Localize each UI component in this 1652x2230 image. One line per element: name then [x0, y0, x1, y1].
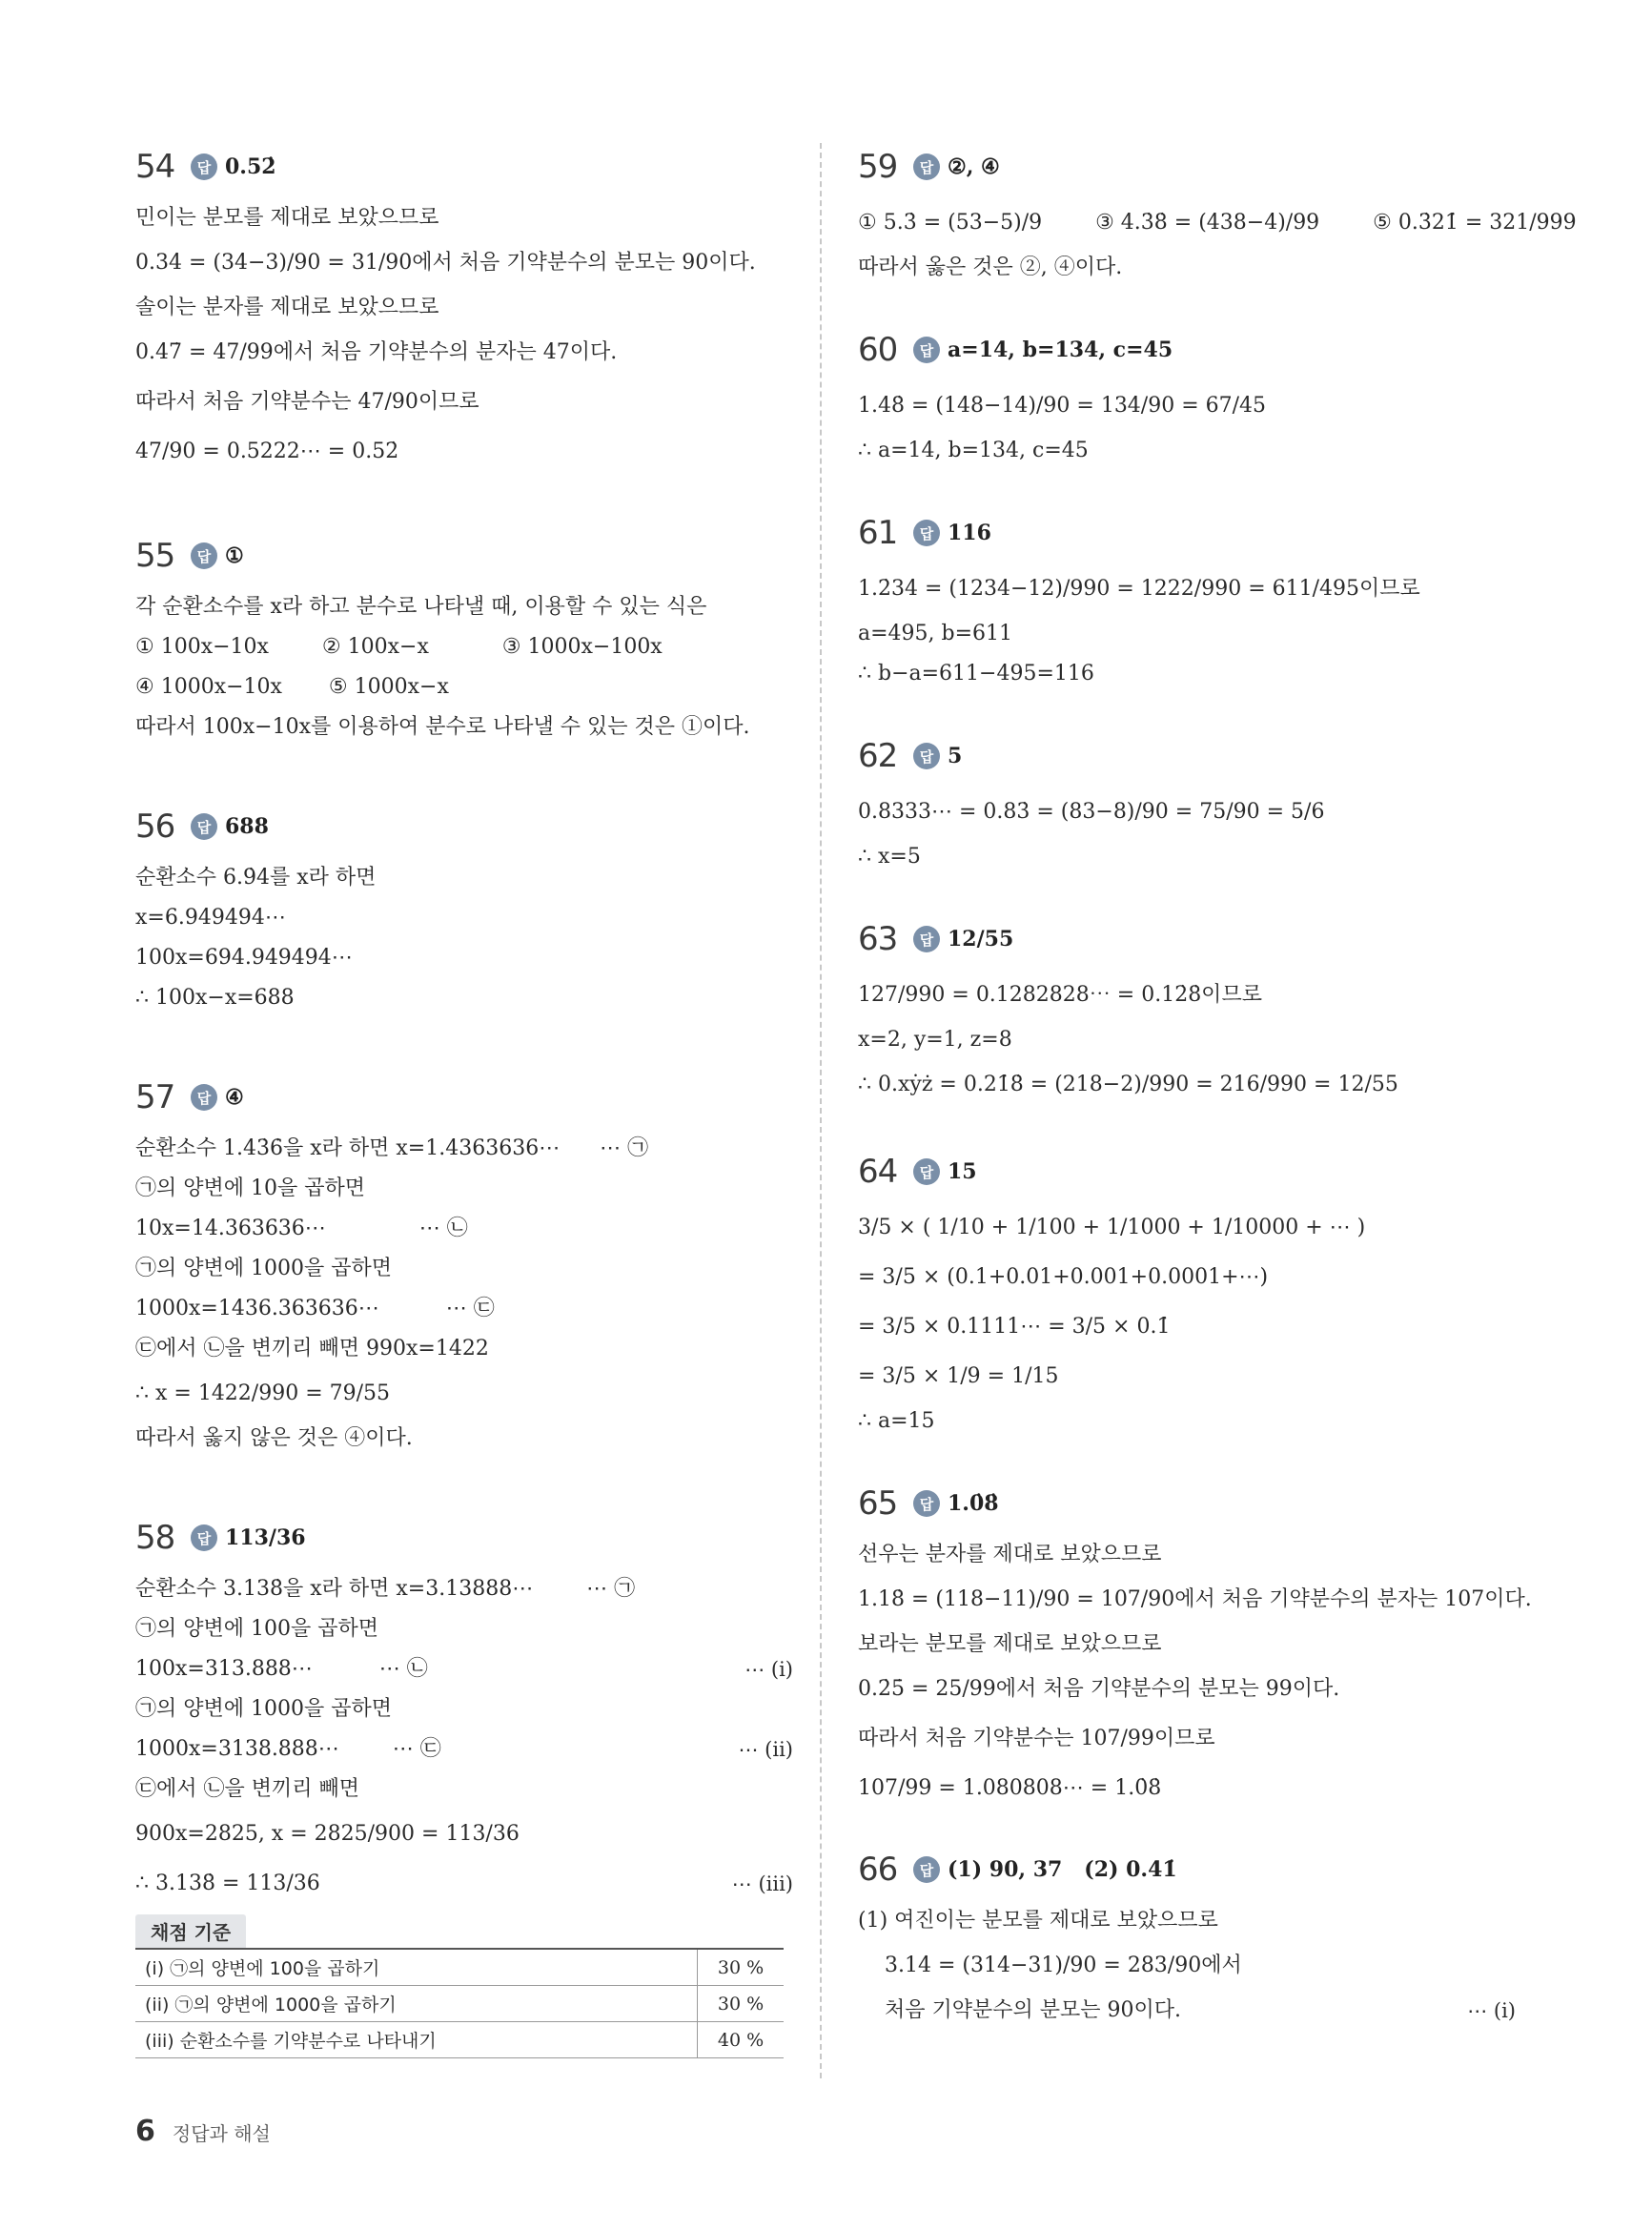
- table-row: [135, 1986, 784, 2022]
- problem-number: 65: [858, 1484, 898, 1523]
- problem-number: 61: [858, 514, 898, 552]
- solution-line: ∴ x = 1422/990 = 79/55: [135, 1381, 391, 1405]
- solution-line: [858, 1991, 1516, 2031]
- problem-56: [135, 803, 793, 1018]
- answer: 15: [948, 1159, 977, 1184]
- solution-line: ∴ 100x−x=688: [135, 986, 295, 1010]
- column-divider: [820, 143, 822, 2078]
- solution-text: ∴ 3.138̇ = 113/36: [135, 1872, 320, 1895]
- solution-line: 선우는 분자를 제대로 보았으므로: [858, 1543, 1162, 1566]
- solution-line: 순환소수 1.43̇6̇을 x라 하면 x=1.4363636⋯ ⋯ ㉠: [135, 1136, 649, 1160]
- answer-badge: 답: [913, 153, 940, 180]
- answer: ④: [225, 1085, 244, 1110]
- answer-badge: 답: [913, 337, 940, 363]
- problem-59: [858, 143, 1577, 288]
- solution-line: 따라서 처음 기약분수는 47/90이므로: [135, 390, 479, 414]
- solution-line: [135, 1649, 793, 1689]
- solution-text: 순환소수 3.138̇을 x라 하면 x=3.13888⋯ ⋯ ㉠: [135, 1577, 636, 1601]
- solution-line: [135, 1609, 793, 1649]
- answer-badge: 답: [913, 926, 940, 952]
- table-row: [135, 2022, 784, 2058]
- solution-line: 1000x=1436.363636⋯ ⋯ ㉢: [135, 1297, 495, 1320]
- solution-line: a=495, b=611: [858, 622, 1013, 645]
- solution-text: (1) 여진이는 분모를 제대로 보았으므로: [858, 1909, 1218, 1933]
- solution-line: 솔이는 분자를 제대로 보았으므로: [135, 296, 439, 319]
- criteria-label: (iii) 순환소수를 기약분수로 나타내기: [135, 2022, 698, 2058]
- answer: ②, ④: [948, 154, 1000, 179]
- problem-61: [858, 509, 1516, 694]
- criteria-percent: 30 %: [698, 1986, 785, 2022]
- criteria-title: 채점 기준: [135, 1914, 246, 1948]
- solution-text: 3.14̇ = (314−31)/90 = 283/90에서: [885, 1954, 1242, 1977]
- criteria-table: [135, 1948, 784, 2058]
- problem-number: 60: [858, 331, 898, 369]
- solution-text: ㉠의 양변에 100을 곱하면: [135, 1617, 378, 1641]
- solution-line: ① 5.3̇ = (53−5)/9 ③ 4.3̇8̇ = (438−4)/99 ⑤ 0.3̇21̇ = 321/999: [858, 211, 1577, 235]
- solution-line: 10x=14.363636⋯ ⋯ ㉡: [135, 1217, 468, 1240]
- solution-line: 순환소수 6.9̇4̇를 x라 하면: [135, 866, 377, 890]
- problem-number: 55: [135, 537, 175, 575]
- right-column: [858, 143, 1577, 2031]
- problem-number: 66: [858, 1851, 898, 1889]
- answer: (1) 90, 37 (2) 0.41̇: [948, 1857, 1177, 1882]
- scoring-mark: ⋯ (iii): [731, 1872, 793, 1895]
- solution-line: 100x=694.949494⋯: [135, 946, 353, 970]
- answer: 688: [225, 814, 269, 839]
- solution-line: 0.2̇5̇ = 25/99에서 처음 기약분수의 분모는 99이다.: [858, 1677, 1340, 1701]
- solution-line: 0.34̇ = (34−3)/90 = 31/90에서 처음 기약분수의 분모는 90이다.: [135, 251, 756, 275]
- solution-text: 1000x=3138.888⋯ ⋯ ㉢: [135, 1737, 441, 1761]
- solution-line: [135, 1859, 793, 1909]
- problem-number: 54: [135, 148, 175, 186]
- solution-line: [135, 1689, 793, 1729]
- solution-line: 따라서 처음 기약분수는 107/99이므로: [858, 1727, 1215, 1750]
- answer: 12/55: [948, 927, 1014, 951]
- scoring-mark: ⋯ (i): [1467, 1999, 1516, 2022]
- answer-badge: 답: [913, 743, 940, 769]
- solution-line: 1.2̇34̇ = (1234−12)/990 = 1222/990 = 611/495이므로: [858, 577, 1420, 601]
- answer-badge: 답: [913, 1490, 940, 1517]
- solution-line: [135, 1810, 793, 1859]
- solution-line: 따라서 옳지 않은 것은 ④이다.: [135, 1426, 413, 1450]
- solution-line: 민이는 분모를 제대로 보았으므로: [135, 206, 439, 230]
- problem-66: [858, 1846, 1516, 2031]
- left-column: [135, 143, 793, 2058]
- problem-number: 64: [858, 1153, 898, 1191]
- problem-60: [858, 326, 1516, 471]
- solution-line: [135, 1770, 793, 1810]
- problem-54: [135, 143, 793, 477]
- solution-line: 각 순환소수를 x라 하고 분수로 나타낼 때, 이용할 수 있는 식은: [135, 595, 707, 619]
- solution-line: 0.8333⋯ = 0.83̇ = (83−8)/90 = 75/90 = 5/6: [858, 800, 1325, 824]
- answer: ①: [225, 543, 244, 568]
- table-row: [135, 1949, 784, 1986]
- answer: a=14, b=134, c=45: [948, 338, 1173, 362]
- solution-text: 100x=313.888⋯ ⋯ ㉡: [135, 1657, 428, 1681]
- answer: 5: [948, 744, 963, 768]
- solution-line: ∴ a=15: [858, 1409, 935, 1433]
- answer-badge: 답: [913, 1158, 940, 1185]
- solution-line: ④ 1000x−10x ⑤ 1000x−x: [135, 675, 449, 699]
- scoring-criteria: [135, 1914, 793, 2058]
- solution-line: x=6.949494⋯: [135, 906, 286, 930]
- problem-62: [858, 732, 1516, 877]
- solution-line: ㉠의 양변에 10을 곱하면: [135, 1176, 365, 1200]
- answer-badge: 답: [913, 1856, 940, 1883]
- page-footer: [135, 2115, 271, 2148]
- page-number: 6: [135, 2115, 155, 2148]
- problem-64: [858, 1148, 1516, 1442]
- problem-55: [135, 532, 793, 747]
- solution-line: ∴ a=14, b=134, c=45: [858, 439, 1089, 462]
- solution-line: = 3/5 × (0.1+0.01+0.001+0.0001+⋯): [858, 1265, 1269, 1289]
- problem-57: [135, 1074, 793, 1459]
- solution-line: = 3/5 × 1/9 = 1/15: [858, 1364, 1059, 1388]
- problem-number: 57: [135, 1078, 175, 1116]
- solution-line: ∴ 0.xẏż = 0.21̇8̇ = (218−2)/990 = 216/990 = 12/55: [858, 1073, 1398, 1096]
- solution-line: 따라서 100x−10x를 이용하여 분수로 나타낼 수 있는 것은 ①이다.: [135, 715, 750, 739]
- scoring-mark: ⋯ (ii): [738, 1738, 793, 1761]
- solution-text: 처음 기약분수의 분모는 90이다.: [885, 1998, 1181, 2022]
- answer-badge: 답: [191, 153, 217, 180]
- answer: 116: [948, 521, 991, 545]
- problem-number: 59: [858, 148, 898, 186]
- solution-line: ∴ b−a=611−495=116: [858, 662, 1094, 685]
- answer-badge: 답: [913, 520, 940, 546]
- solution-line: [858, 1901, 1516, 1941]
- solution-line: 107/99 = 1.080808⋯ = 1.0̇8̇: [858, 1776, 1162, 1800]
- scoring-mark: ⋯ (i): [744, 1658, 793, 1681]
- problem-58: [135, 1514, 793, 2058]
- problem-number: 62: [858, 737, 898, 775]
- solution-line: 1.18̇ = (118−11)/90 = 107/90에서 처음 기약분수의 분자는 107이다.: [858, 1587, 1532, 1611]
- answer-badge: 답: [191, 1524, 217, 1551]
- criteria-percent: 40 %: [698, 2022, 785, 2058]
- answer-badge: 답: [191, 813, 217, 840]
- problem-number: 56: [135, 808, 175, 846]
- solution-text: ㉢에서 ㉡을 변끼리 빼면: [135, 1777, 359, 1801]
- solution-text: ㉠의 양변에 1000을 곱하면: [135, 1697, 392, 1721]
- answer-badge: 답: [191, 1084, 217, 1111]
- solution-text: 900x=2825, x = 2825/900 = 113/36: [135, 1822, 520, 1846]
- solution-line: 1.48̇ = (148−14)/90 = 134/90 = 67/45: [858, 394, 1267, 418]
- answer: 113/36: [225, 1525, 306, 1550]
- criteria-label: (i) ㉠의 양변에 100을 곱하기: [135, 1949, 698, 1986]
- solution-line: 0.4̇7̇ = 47/99에서 처음 기약분수의 분자는 47이다.: [135, 340, 618, 364]
- solution-line: ㉢에서 ㉡을 변끼리 빼면 990x=1422: [135, 1337, 489, 1361]
- answer: 0.52̇: [225, 154, 276, 179]
- problem-number: 58: [135, 1519, 175, 1557]
- problem-65: [858, 1480, 1532, 1813]
- criteria-label: (ii) ㉠의 양변에 1000을 곱하기: [135, 1986, 698, 2022]
- solution-line: [135, 1729, 793, 1770]
- solution-line: = 3/5 × 0.1111⋯ = 3/5 × 0.1̇: [858, 1315, 1171, 1339]
- problem-63: [858, 915, 1516, 1110]
- solution-line: ㉠의 양변에 1000을 곱하면: [135, 1257, 392, 1280]
- solution-line: [858, 1941, 1516, 1991]
- answer: 1.0̇8̇: [948, 1491, 999, 1516]
- solution-line: 보라는 분모를 제대로 보았으므로: [858, 1632, 1162, 1656]
- solution-line: [135, 1569, 793, 1609]
- footer-label: 정답과 해설: [172, 2122, 271, 2145]
- solution-line: ∴ x=5: [858, 845, 921, 869]
- answer-badge: 답: [191, 542, 217, 569]
- criteria-percent: 30 %: [698, 1949, 785, 1986]
- solution-line: 47/90 = 0.5222⋯ = 0.52̇: [135, 440, 399, 463]
- solution-line: x=2, y=1, z=8: [858, 1028, 1012, 1052]
- solution-line: ① 100x−10x ② 100x−x ③ 1000x−100x: [135, 635, 663, 659]
- solution-line: 3/5 × ( 1/10 + 1/100 + 1/1000 + 1/10000 + ⋯ ): [858, 1216, 1366, 1239]
- solution-line: 따라서 옳은 것은 ②, ④이다.: [858, 256, 1123, 279]
- problem-number: 63: [858, 920, 898, 958]
- solution-line: 127/990 = 0.1282828⋯ = 0.12̇8̇이므로: [858, 983, 1262, 1007]
